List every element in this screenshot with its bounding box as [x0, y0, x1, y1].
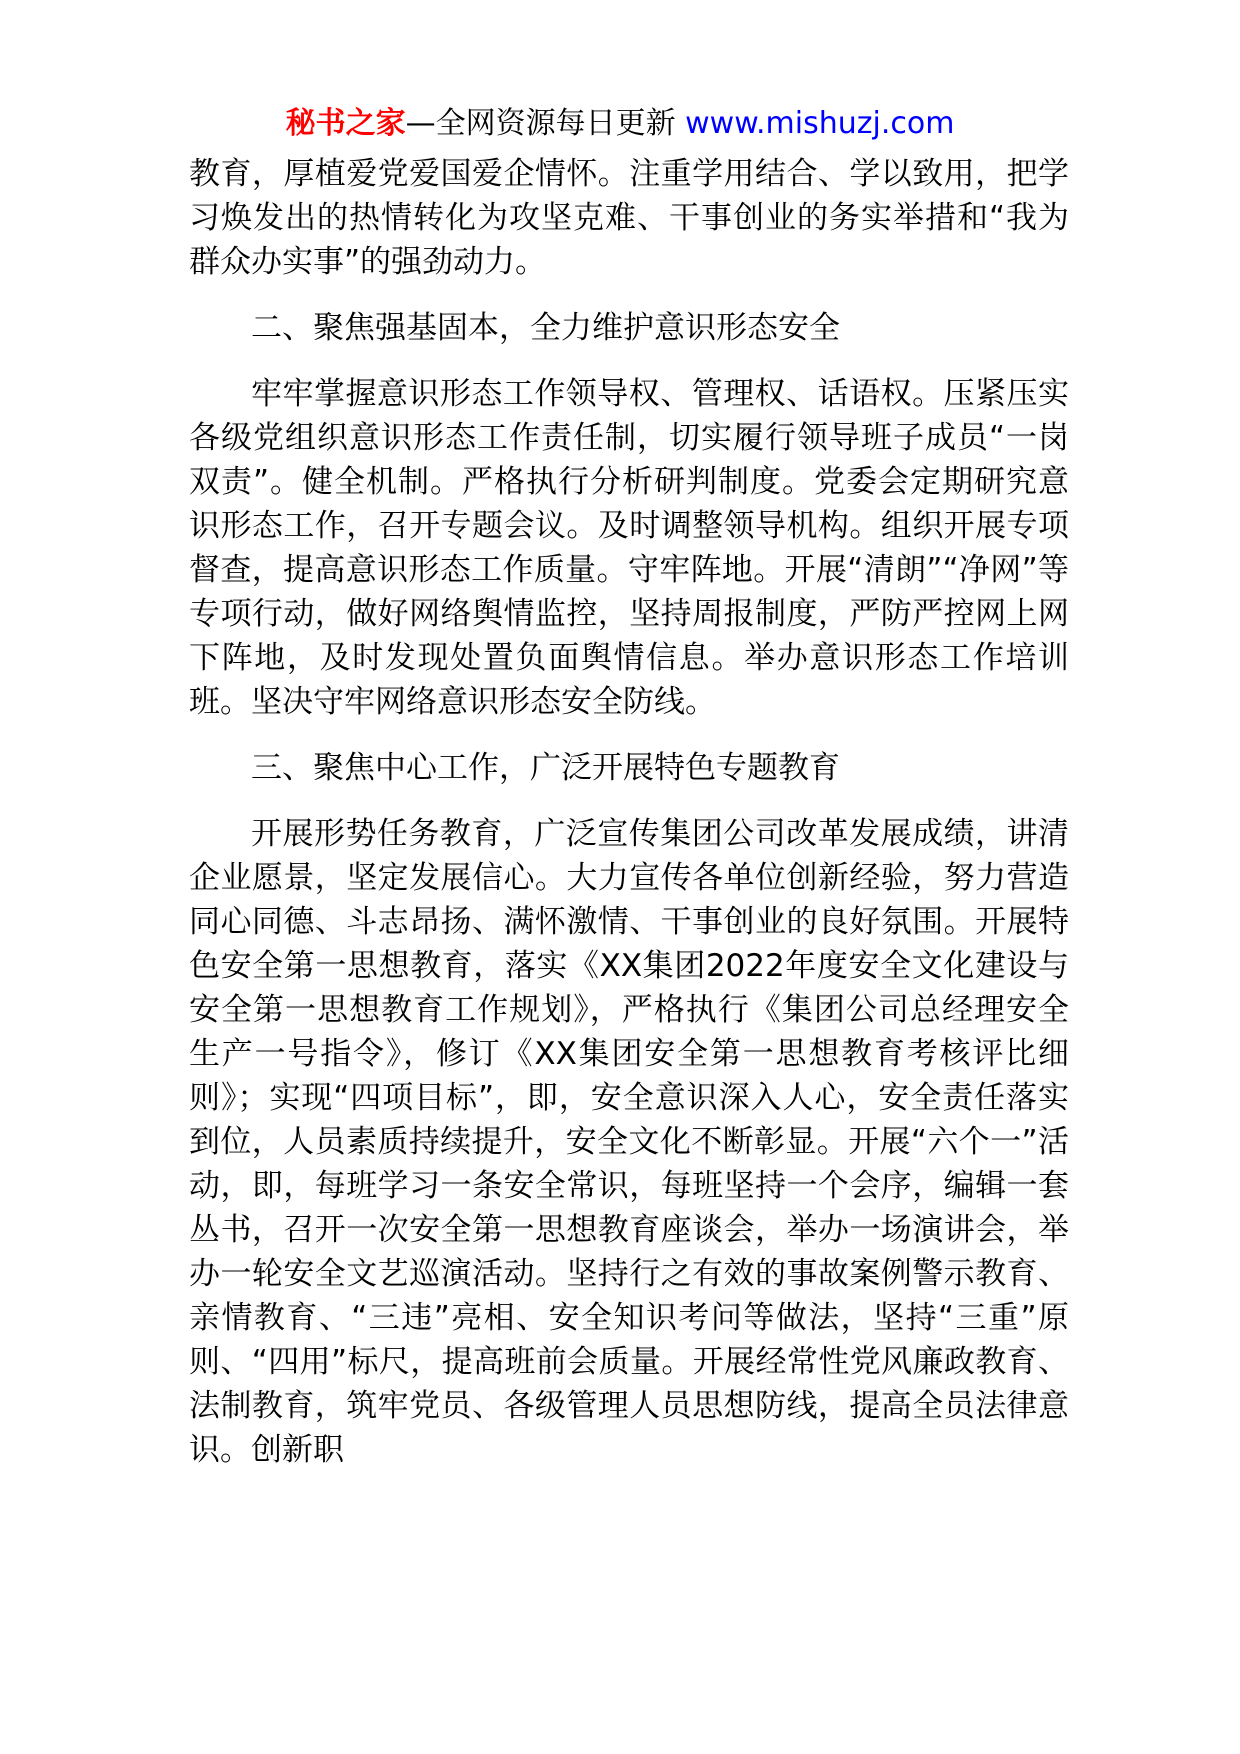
page-header — [0, 104, 1240, 144]
paragraph-ideology: 牢牢掌握意识形态工作领导权、管理权、话语权。压紧压实各级党组织意识形态工作责任制，切实履行领导班子成员“一岗双责”。健全机制。严格执行分析研判制度。党委会定期研究意识形态工作，召开专题会议。及时调整领导机构。组织开展专项督查，提高意识形态工作质量。守牢阵地。开展“清朗”“净网”等专项行动，做好网络舆情监控，坚持周报制度，严防严控网上网下阵地，及时发现处置负面舆情信息。举办意识形态工作培训班。坚决守牢网络意识形态安全防线。 — [189, 376, 1069, 720]
site-url-link[interactable]: www.mishuzj.com — [685, 106, 955, 141]
header-tagline: —全网资源每日更新 — [405, 106, 686, 141]
paragraph-education: 开展形势任务教育，广泛宣传集团公司改革发展成绩，讲清企业愿景，坚定发展信心。大力宣传各单位创新经验，努力营造同心同德、斗志昂扬、满怀激情、干事创业的良好氛围。开展特色安全第一思想教育，落实《XX集团2022年度安全文化建设与安全第一思想教育工作规划》，严格执行《集团公司总经理安全生产一号指令》，修订《XX集团安全第一思想教育考核评比细则》；实现“四项目标”，即，安全意识深入人心，安全责任落实到位，人员素质持续提升，安全文化不断彰显。开展“六个一”活动，即，每班学习一条安全常识，每班坚持一个会序，编辑一套丛书，召开一次安全第一思想教育座谈会，举办一场演讲会，举办一轮安全文艺巡演活动。坚持行之有效的事故案例警示教育、亲情教育、“三违”亮相、安全知识考问等做法，坚持“三重”原则、“四用”标尺，提高班前会质量。开展经常性党风廉政教育、法制教育，筑牢党员、各级管理人员思想防线，提高全员法律意识。创新职 — [189, 816, 1069, 1468]
paragraph-continued: 教育，厚植爱党爱国爱企情怀。注重学用结合、学以致用，把学习焕发出的热情转化为攻坚克难、干事创业的务实举措和“我为群众办实事”的强劲动力。 — [189, 156, 1069, 280]
document-body — [189, 152, 1069, 1472]
brand-name: 秘书之家 — [285, 106, 406, 141]
section-heading-2: 二、聚焦强基固本，全力维护意识形态安全 — [251, 310, 840, 346]
section-heading-3: 三、聚焦中心工作，广泛开展特色专题教育 — [251, 750, 840, 786]
